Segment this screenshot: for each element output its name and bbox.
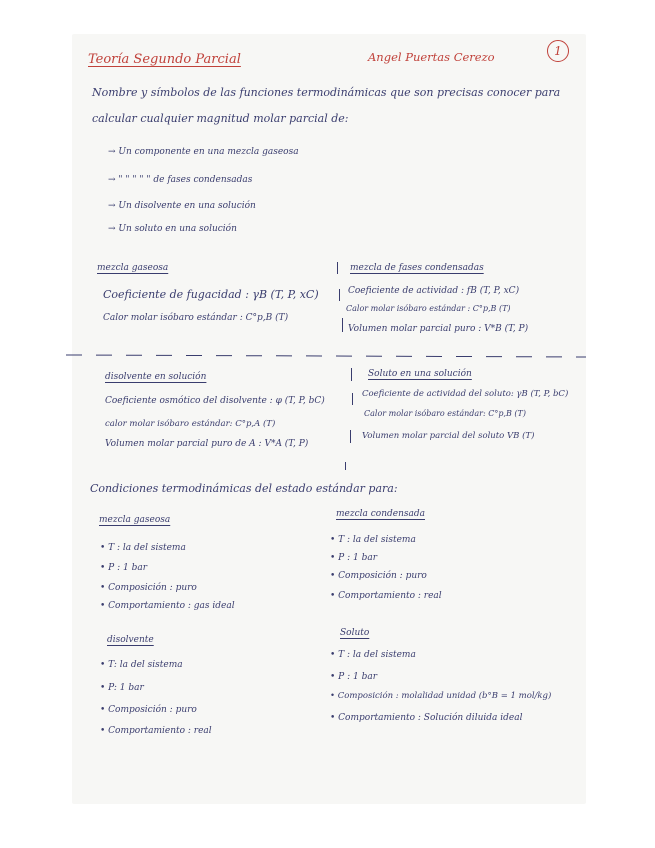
intro-bullet-4: → Un soluto en una solución	[108, 224, 237, 234]
cond-disolvente-title: disolvente	[107, 635, 154, 645]
mezcla-gaseosa-title: mezcla gaseosa	[97, 263, 169, 273]
column-divider-6	[350, 430, 351, 443]
disolvente-solucion-title: disolvente en solución	[105, 372, 207, 382]
cond-mezcla-condensada-item-2: • P : 1 bar	[330, 553, 377, 563]
soluto-solucion-line-2: Calor molar isóbaro estándar: C°p,B (T)	[364, 409, 526, 418]
dashed-separator	[66, 348, 586, 364]
cond-soluto-item-4: • Comportamiento : Solución diluida ideal	[330, 713, 523, 723]
page-title: Teoría Segundo Parcial	[88, 52, 241, 67]
cond-disolvente-item-3: • Composición : puro	[100, 705, 197, 715]
cond-mezcla-gaseosa-item-2: • P : 1 bar	[100, 563, 147, 573]
cond-soluto-title: Soluto	[340, 628, 370, 638]
soluto-solucion-title: Soluto en una solución	[368, 369, 472, 379]
disolvente-solucion-line-2: calor molar isóbaro estándar: C°p,A (T)	[105, 419, 276, 429]
soluto-solucion-line-3: Volumen molar parcial del soluto VB (T)	[362, 431, 535, 441]
column-divider-3	[342, 318, 343, 332]
cond-soluto-item-2: • P : 1 bar	[330, 672, 377, 682]
soluto-solucion-line-1: Coeficiente de actividad del soluto: γB (T, P, bC)	[362, 389, 569, 399]
cond-mezcla-condensada-item-3: • Composición : puro	[330, 571, 427, 581]
condiciones-title: Condiciones termodinámicas del estado estándar para:	[90, 482, 398, 495]
page-number-badge: 1	[547, 40, 569, 62]
cond-disolvente-item-1: • T: la del sistema	[100, 660, 183, 670]
intro-line-1: Nombre y símbolos de las funciones termodinámicas que son precisas conocer para	[92, 86, 561, 99]
author-name: Angel Puertas Cerezo	[368, 50, 495, 64]
cond-soluto-item-3: • Composición : molalidad unidad (b°B = 1 mol/kg)	[330, 691, 552, 701]
column-divider-top	[337, 262, 338, 274]
column-divider-5	[352, 393, 353, 405]
column-divider-2	[339, 289, 340, 301]
disolvente-solucion-line-3: Volumen molar parcial puro de A : V*A (T, P)	[105, 439, 309, 449]
fases-condensadas-line-2: Calor molar isóbaro estándar : C°p,B (T)	[346, 304, 511, 313]
fases-condensadas-line-1: Coeficiente de actividad : fB (T, P, xC)	[348, 286, 520, 296]
cond-disolvente-item-2: • P: 1 bar	[100, 683, 144, 693]
intro-bullet-2: → " " " " " de fases condensadas	[108, 175, 253, 185]
cond-mezcla-condensada-item-4: • Comportamiento : real	[330, 591, 442, 601]
fases-condensadas-title: mezcla de fases condensadas	[350, 263, 484, 273]
cond-mezcla-condensada-title: mezcla condensada	[336, 509, 425, 519]
mezcla-gaseosa-line-1: Coeficiente de fugacidad : γB (T, P, xC)	[103, 288, 319, 301]
column-divider-4	[351, 368, 352, 381]
disolvente-solucion-line-1: Coeficiente osmótico del disolvente : φ (T, P, bC)	[105, 396, 325, 406]
mezcla-gaseosa-line-2: Calor molar isóbaro estándar : C°p,B (T)	[103, 313, 289, 323]
cond-soluto-item-1: • T : la del sistema	[330, 650, 416, 660]
intro-bullet-1: → Un componente en una mezcla gaseosa	[108, 147, 299, 157]
fases-condensadas-line-3: Volumen molar parcial puro : V*B (T, P)	[348, 324, 529, 334]
cond-disolvente-item-4: • Comportamiento : real	[100, 726, 212, 736]
column-divider-7	[345, 462, 346, 470]
cond-mezcla-gaseosa-item-1: • T : la del sistema	[100, 543, 186, 553]
cond-mezcla-gaseosa-item-3: • Composición : puro	[100, 583, 197, 593]
cond-mezcla-gaseosa-title: mezcla gaseosa	[99, 515, 171, 525]
cond-mezcla-condensada-item-1: • T : la del sistema	[330, 535, 416, 545]
intro-bullet-3: → Un disolvente en una solución	[108, 201, 256, 211]
intro-line-2: calcular cualquier magnitud molar parcial de:	[92, 112, 349, 125]
cond-mezcla-gaseosa-item-4: • Comportamiento : gas ideal	[100, 601, 235, 611]
